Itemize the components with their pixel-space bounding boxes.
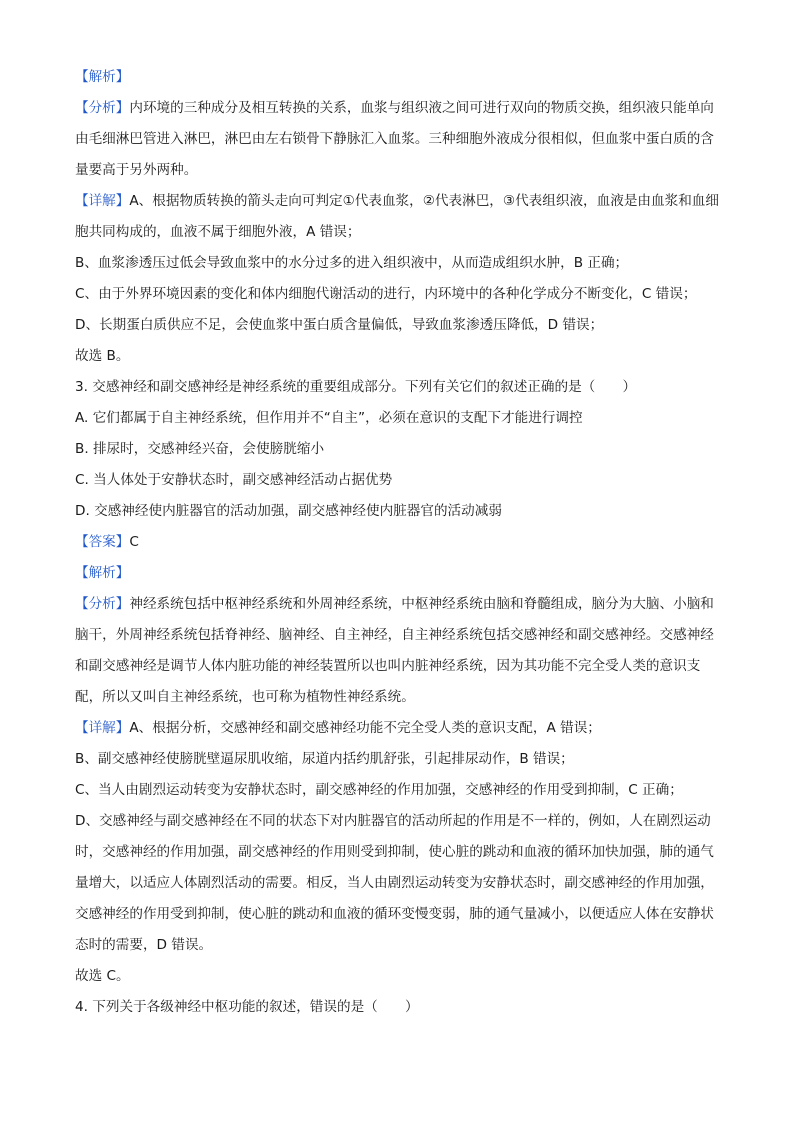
paragraph-text: D、长期蛋白质供应不足，会使血浆中蛋白质含量偏低，导致血浆渗透压降低，D 错误； bbox=[75, 317, 604, 333]
paragraph bbox=[75, 992, 725, 1023]
document-content bbox=[75, 62, 725, 1023]
paragraph bbox=[75, 372, 725, 403]
section-tag: 【解析】 bbox=[75, 565, 130, 581]
paragraph-text: A. 它们都属于自主神经系统，但作用并不“自主”，必须在意识的支配下才能进行调控 bbox=[75, 410, 583, 426]
paragraph bbox=[75, 961, 725, 992]
paragraph-text: B. 排尿时，交感神经兴奋，会使膀胱缩小 bbox=[75, 441, 325, 457]
paragraph-text: D. 交感神经使内脏器官的活动加强，副交感神经使内脏器官的活动减弱 bbox=[75, 503, 502, 519]
paragraph-text: C、由于外界环境因素的变化和体内细胞代谢活动的进行，内环境中的各种化学成分不断变化，C 错误； bbox=[75, 286, 697, 302]
paragraph bbox=[75, 775, 725, 806]
paragraph-text: 4. 下列关于各级神经中枢功能的叙述，错误的是（ ） bbox=[75, 999, 419, 1015]
section-tag: 【分析】 bbox=[75, 100, 130, 116]
paragraph-text: C、当人由剧烈运动转变为安静状态时，副交感神经的作用加强，交感神经的作用受到抑制，C 正确； bbox=[75, 782, 683, 798]
paragraph bbox=[75, 465, 725, 496]
section-tag: 【详解】 bbox=[75, 720, 130, 736]
section-tag: 【答案】 bbox=[75, 534, 130, 550]
paragraph bbox=[75, 527, 725, 558]
paragraph-text: 故选 C。 bbox=[75, 968, 130, 984]
section-tag: 【解析】 bbox=[75, 69, 130, 85]
paragraph-text: C. 当人体处于安静状态时，副交感神经活动占据优势 bbox=[75, 472, 393, 488]
paragraph-text: B、副交感神经使膀胱壁逼尿肌收缩，尿道内括约肌舒张，引起排尿动作，B 错误； bbox=[75, 751, 574, 767]
paragraph-text: A、根据分析，交感神经和副交感神经功能不完全受人类的意识支配，A 错误； bbox=[129, 720, 601, 736]
paragraph-text: 故选 B。 bbox=[75, 348, 130, 364]
paragraph bbox=[75, 744, 725, 775]
paragraph bbox=[75, 62, 725, 93]
paragraph-text: C bbox=[129, 534, 139, 550]
paragraph bbox=[75, 558, 725, 589]
paragraph bbox=[75, 248, 725, 279]
paragraph bbox=[75, 186, 725, 248]
paragraph-text: 内环境的三种成分及相互转换的关系，血浆与组织液之间可进行双向的物质交换，组织液只能单向由毛细淋巴管进入淋巴，淋巴由左右锁骨下静脉汇入血浆。三种细胞外液成分很相似，但血浆中蛋白质的含量要高于另外两种。 bbox=[75, 100, 714, 178]
paragraph-text: D、交感神经与副交感神经在不同的状态下对内脏器官的活动所起的作用是不一样的，例如，人在剧烈运动时，交感神经的作用加强，副交感神经的作用则受到抑制，使心脏的跳动和血液的循环加快加强，肺的通气量增大，以适应人体剧烈活动的需要。相反，当人由剧烈运动转变为安静状态时，副交感神经的作用加强，交感神经的作用受到抑制，使心脏的跳动和血液的循环变慢变弱，肺的通气量减小，以便适应人体在安静状态时的需要，D 错误。 bbox=[75, 813, 714, 953]
paragraph bbox=[75, 806, 725, 961]
paragraph bbox=[75, 589, 725, 713]
paragraph-text: B、血浆渗透压过低会导致血浆中的水分过多的进入组织液中，从而造成组织水肿，B 正确； bbox=[75, 255, 629, 271]
paragraph bbox=[75, 434, 725, 465]
paragraph-text: A、根据物质转换的箭头走向可判定①代表血浆，②代表淋巴，③代表组织液，血液是由血浆和血细胞共同构成的，血液不属于细胞外液，A 错误； bbox=[75, 193, 719, 240]
paragraph bbox=[75, 341, 725, 372]
paragraph bbox=[75, 403, 725, 434]
paragraph-text: 神经系统包括中枢神经系统和外周神经系统，中枢神经系统由脑和脊髓组成，脑分为大脑、小脑和脑干，外周神经系统包括脊神经、脑神经、自主神经，自主神经系统包括交感神经和副交感神经。交感神经和副交感神经是调节人体内脏功能的神经装置所以也叫内脏神经系统，因为其功能不完全受人类的意识支配，所以又叫自主神经系统，也可称为植物性神经系统。 bbox=[75, 596, 714, 705]
section-tag: 【分析】 bbox=[75, 596, 130, 612]
paragraph-text: 3. 交感神经和副交感神经是神经系统的重要组成部分。下列有关它们的叙述正确的是（ ） bbox=[75, 379, 637, 395]
paragraph bbox=[75, 279, 725, 310]
paragraph bbox=[75, 93, 725, 186]
paragraph bbox=[75, 496, 725, 527]
paragraph bbox=[75, 310, 725, 341]
section-tag: 【详解】 bbox=[75, 193, 130, 209]
paragraph bbox=[75, 713, 725, 744]
